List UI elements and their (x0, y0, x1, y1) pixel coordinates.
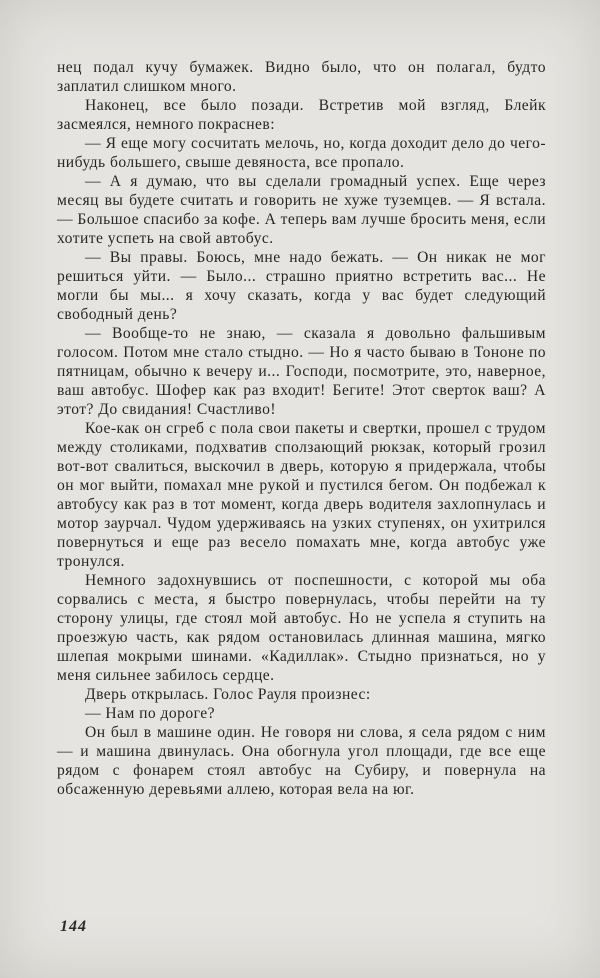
paragraph: — А я думаю, что вы сделали громадный успех. Еще через месяц вы будете считать и говорить не хуже туземцев. — Я встала. — Большое спасибо за кофе. А теперь вам лучше бросить меня, если хотите успеть на свой автобус. (57, 173, 546, 247)
paragraph: Он был в машине один. Не говоря ни слова, я села рядом с ним — и машина двинулась. Она обогнула угол площади, где все еще рядом с фонарем стоял автобус на Субиру, и повернула на обсаженную деревьями аллею, которая вела на юг. (57, 724, 546, 798)
page-text (57, 58, 546, 799)
paragraph: — Вообще-то не знаю, — сказала я довольно фальшивым голосом. Потом мне стало стыдно. — Но я часто бываю в Тононе по пятницам, обычно к вечеру и... Господи, посмотрите, это, наверное, ваш автобус. Шофер как раз входит! Бегите! Этот сверток ваш? А этот? До свидания! Счастливо! (57, 325, 546, 418)
paragraph: Дверь открылась. Голос Рауля произнес: (85, 686, 371, 703)
paragraph: Немного задохнувшись от поспешности, с которой мы оба сорвались с места, я быстро повернулась, чтобы перейти на ту сторону улицы, где стоял мой автобус. Но не успела я ступить на проезжую часть, как рядом остановилась длинная машина, мягко шлепая мокрыми шинами. «Кадиллак». Стыдно признаться, но у меня сильнее забилось сердце. (57, 572, 546, 684)
paragraph: — Я еще могу сосчитать мелочь, но, когда доходит дело до чего-нибудь большего, свыше девяноста, все пропало. (57, 135, 546, 171)
paragraph: нец подал кучу бумажек. Видно было, что он полагал, будто заплатил слишком много. (57, 59, 546, 95)
paragraph: Наконец, все было позади. Встретив мой взгляд, Блейк засмеялся, немного покраснев: (57, 97, 546, 133)
paragraph: — Вы правы. Боюсь, мне надо бежать. — Он никак не мог решиться уйти. — Было... страшно приятно встретить вас... Не могли бы мы... я хочу сказать, когда у вас будет следующий свободный день? (57, 249, 546, 323)
page-number: 144 (60, 918, 87, 935)
paragraph: Кое-как он сгреб с пола свои пакеты и свертки, прошел с трудом между столиками, подхватив сползающий рюкзак, который грозил вот-вот свалиться, выскочил в дверь, которую я придержала, чтобы он мог выйти, помахал мне рукой и пустился бегом. Он подбежал к автобусу как раз в тот момент, когда дверь водителя захлопнулась и мотор заурчал. Чудом удерживаясь на узких ступенях, он ухитрился повернуться и еще раз весело помахать мне, когда автобус уже тронулся. (57, 420, 546, 570)
paragraph: — Нам по дороге? (85, 705, 216, 722)
